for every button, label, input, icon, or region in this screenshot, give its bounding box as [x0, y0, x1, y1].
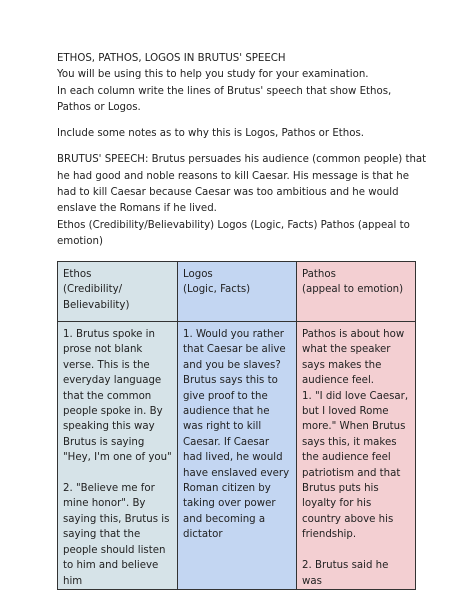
intro-section [57, 51, 427, 250]
instruction-line-1: You will be using this to help you study for your examination. [57, 69, 369, 81]
speech-summary: BRUTUS' SPEECH: Brutus persuades his audience (common people) that he had good and noble reasons to kill Caesar. His message is that he had to kill Caesar because Caesar was too ambitious and he would enslave the Romans if he lived. [57, 154, 427, 215]
spacer [57, 142, 427, 152]
spacer [57, 116, 427, 126]
notes-instruction: Include some notes as to why this is Logos, Pathos or Ethos. [57, 128, 365, 140]
cell-logos: 1. Would you rather that Caesar be alive and you be slaves? Brutus says this to give proof to the audience that he was right to kill Caesar. If Caesar had lived, he would have enslaved every Roman citizen by taking over power and becoming a dictator [178, 322, 297, 590]
instruction-line-2: In each column write the lines of Brutus' speech that show Ethos, Pathos or Logos. [57, 85, 392, 113]
rhetoric-table [57, 261, 416, 590]
table-header-row [58, 262, 416, 322]
header-pathos: Pathos (appeal to emotion) [297, 262, 416, 322]
header-ethos: Ethos (Credibility/ Believability) [58, 262, 178, 322]
table-row [58, 322, 416, 590]
definitions-line: Ethos (Credibility/Believability) Logos (Logic, Facts) Pathos (appeal to emotion) [57, 219, 410, 247]
cell-pathos: Pathos is about how what the speaker says makes the audience feel. 1. "I did love Caesar, but I loved Rome more." When Brutus says this, it makes the audience feel patriotism and that Brutus puts his loyalty for his country above his friendship. 2. Brutus said he was [297, 322, 416, 590]
cell-ethos: 1. Brutus spoke in prose not blank verse. This is the everyday language that the common people spoke in. By speaking this way Brutus is saying "Hey, I'm one of you" 2. "Believe me for mine honor". By saying this, Brutus is saying that the people should listen to him and believe him [58, 322, 178, 590]
header-logos: Logos (Logic, Facts) [178, 262, 297, 322]
document-title: ETHOS, PATHOS, LOGOS IN BRUTUS' SPEECH [57, 53, 286, 64]
